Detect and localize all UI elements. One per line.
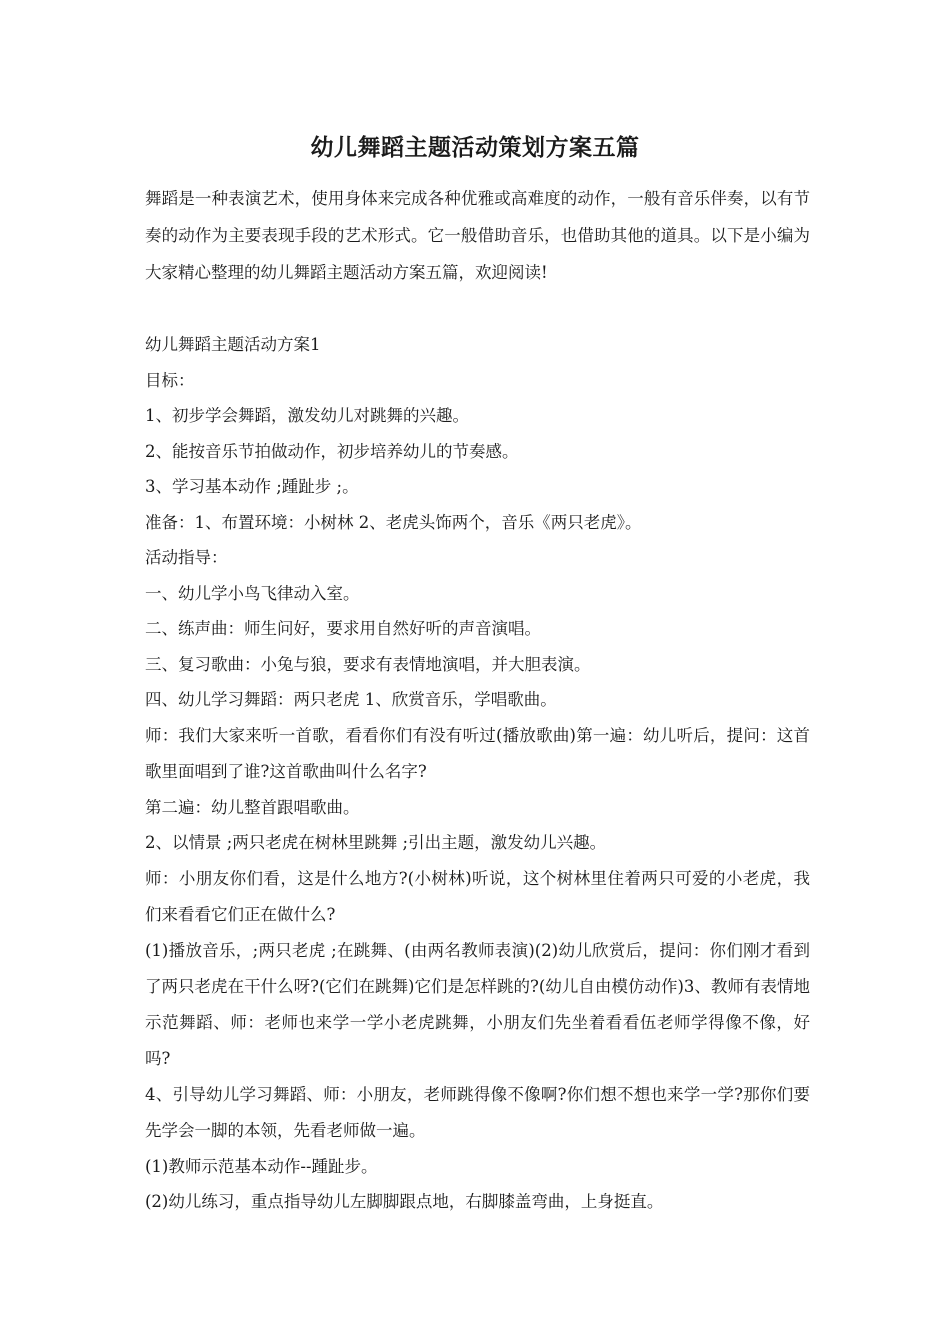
- body-paragraph: 师：小朋友你们看，这是什么地方?(小树林)听说，这个树林里住着两只可爱的小老虎，我们来看看它们正在做什么?: [145, 868, 810, 924]
- body-paragraph: 活动指导：: [145, 548, 228, 567]
- body-paragraph: 3、学习基本动作 ;踵趾步 ;。: [145, 477, 359, 496]
- document-body: [145, 327, 810, 1220]
- body-paragraph: 四、幼儿学习舞蹈：两只老虎 1、欣赏音乐，学唱歌曲。: [145, 690, 557, 709]
- body-paragraph: 目标：: [145, 370, 195, 390]
- body-paragraph: 三、复习歌曲：小兔与狼，要求有表情地演唱，并大胆表演。: [145, 654, 591, 674]
- body-paragraph: 一、幼儿学小鸟飞律动入室。: [145, 583, 360, 603]
- body-paragraph: 2、以情景 ;两只老虎在树林里跳舞 ;引出主题，激发幼儿兴趣。: [145, 833, 607, 852]
- body-paragraph: 2、能按音乐节拍做动作，初步培养幼儿的节奏感。: [145, 441, 519, 461]
- body-paragraph: 二、练声曲：师生问好，要求用自然好听的声音演唱。: [145, 619, 541, 638]
- body-paragraph: 1、初步学会舞蹈，激发幼儿对跳舞的兴趣。: [145, 406, 469, 425]
- intro-paragraph: 舞蹈是一种表演艺术，使用身体来完成各种优雅或高难度的动作，一般有音乐伴奏，以有节奏的动作为主要表现手段的艺术形式。它一般借助音乐，也借助其他的道具。以下是小编为大家精心整理的幼儿舞蹈主题活动方案五篇，欢迎阅读!: [145, 189, 810, 282]
- section-heading: 幼儿舞蹈主题活动方案1: [145, 335, 321, 354]
- body-paragraph: (2)幼儿练习，重点指导幼儿左脚脚跟点地，右脚膝盖弯曲，上身挺直。: [145, 1192, 664, 1211]
- body-paragraph: 师：我们大家来听一首歌，看看你们有没有听过(播放歌曲)第一遍：幼儿听后，提问：这首歌里面唱到了谁?这首歌曲叫什么名字?: [145, 725, 810, 781]
- body-paragraph: 第二遍：幼儿整首跟唱歌曲。: [145, 797, 360, 817]
- body-paragraph: (1)教师示范基本动作--踵趾步。: [145, 1156, 378, 1176]
- body-paragraph: 4、引导幼儿学习舞蹈、师：小朋友，老师跳得像不像啊?你们想不想也来学一学?那你们要先学会一脚的本领，先看老师做一遍。: [145, 1084, 810, 1140]
- document-title: 幼儿舞蹈主题活动策划方案五篇: [310, 134, 640, 161]
- body-paragraph: (1)播放音乐，;两只老虎 ;在跳舞、(由两名教师表演)(2)幼儿欣赏后，提问：你们刚才看到了两只老虎在干什么呀?(它们在跳舞)它们是怎样跳的?(幼儿自由模仿动作)3、教师有表情地示范舞蹈、师：老师也来学一学小老虎跳舞，小朋友们先坐着看看伍老师学得像不像，好吗?: [145, 940, 810, 1068]
- body-paragraph: 准备：1、布置环境：小树林 2、老虎头饰两个，音乐《两只老虎》。: [145, 512, 642, 532]
